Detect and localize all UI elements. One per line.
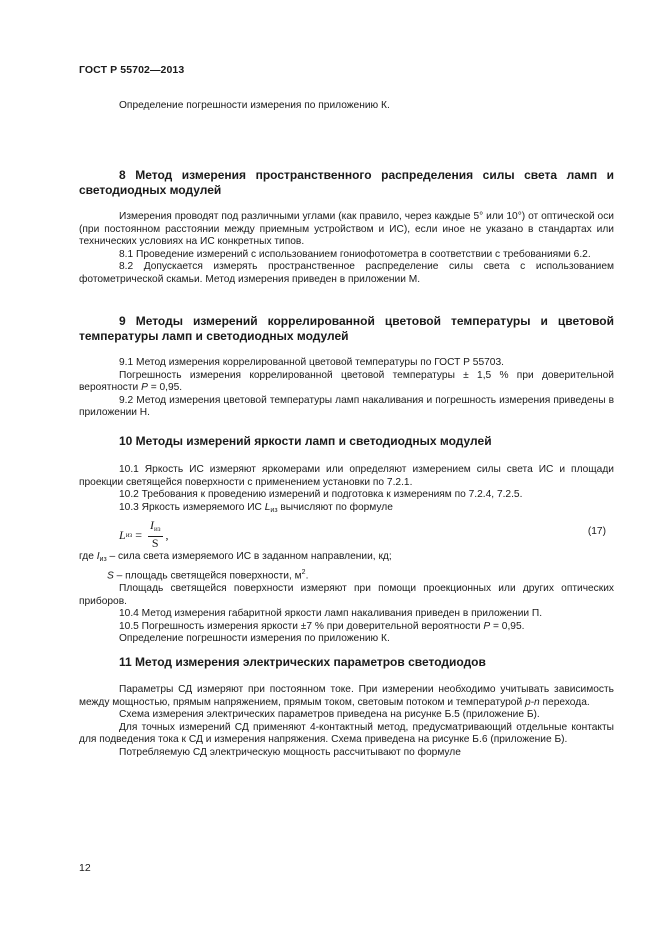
formula-fraction: $\frac{I_{из}}{S}$: [149, 518, 161, 551]
equation-number: (17): [587, 526, 606, 538]
section-9-title: 9 Методы измерений коррелированной цветовой температуры и цветовой температуры ламп и светодиодных модулей: [79, 314, 614, 343]
s11-paragraph-1: Параметры СД измеряют при постоянном токе. При измерении необходимо учитывать зависимость между мощностью, прямым напряжением, прямым током, световым потоком и температурой p-n перехода.: [79, 684, 614, 708]
formula-17: [79, 517, 614, 551]
section-10-body: [79, 464, 614, 646]
section-11-title: 11 Метод измерения электрических параметров светодиодов: [119, 655, 486, 669]
s8-paragraph-1: Измерения проводят под различными углами (как правило, через каждые 5° или 10°) от оптической оси (при постоянном расстоянии между приемным устройством и ИС), если иное не указано в стандартах или технических условиях на ИС конкретных типов.: [79, 211, 614, 248]
page-header: ГОСТ Р 55702—2013: [79, 64, 185, 76]
s11-paragraph-2: Схема измерения электрических параметров приведена на рисунке Б.5 (приложение Б).: [119, 709, 540, 721]
s8-paragraph-2: 8.1 Проведение измерений с использованием гониофотометра в соответствии с требованиями 6.2.: [119, 248, 591, 260]
s10-paragraph-4: Площадь светящейся поверхности измеряют при помощи проекционных или других оптических приборов.: [79, 582, 614, 607]
s9-paragraph-1: 9.1 Метод измерения коррелированной цветовой температуры по ГОСТ Р 55703.: [119, 357, 504, 368]
s10-paragraph-3: 10.3 Яркость измеряемого ИС $L_{из}$ вычисляют по формуле: [119, 501, 393, 514]
where-line: где $I_{из}$ – сила света измеряемого ИС в заданном направлении, кд;: [79, 551, 392, 564]
page-number: 12: [79, 862, 91, 874]
s10-paragraph-6: 10.5 Погрешность измерения яркости ±7 % при доверительной вероятности P = 0,95.: [119, 620, 525, 632]
intro-block: [79, 100, 614, 113]
s10-paragraph-2: 10.2 Требования к проведению измерений и подготовка к измерениям по 7.2.4, 7.2.5.: [119, 489, 523, 501]
section-8-body: [79, 211, 614, 287]
s10-paragraph-7: Определение погрешности измерения по приложению К.: [119, 633, 390, 645]
section-8-title: 8 Метод измерения пространственного распределения силы света ламп и светодиодных модулей: [79, 168, 614, 197]
luminance-formula: L из = $\frac{I_{из}}{S}$ ,: [119, 518, 169, 551]
s10-paragraph-1: 10.1 Яркость ИС измеряют яркомерами или определяют измерением силы света ИС и площади проекции светящейся поверхности с применением установки по 7.2.1.: [79, 464, 614, 488]
s-definition-line: S – площадь светящейся поверхности, $м^2$.: [107, 568, 309, 582]
section-9-body: [79, 357, 614, 420]
s9-paragraph-3: 9.2 Метод измерения цветовой температуры ламп накаливания и погрешность измерения приведены в приложении Н.: [79, 394, 614, 419]
intro-paragraph: Определение погрешности измерения по приложению К.: [119, 100, 390, 111]
s10-paragraph-5: 10.4 Метод измерения габаритной яркости ламп накаливания приведен в приложении П.: [119, 608, 543, 620]
s9-paragraph-2: Погрешность измерения коррелированной цветовой температуры ± 1,5 % при доверительной вероятности P = 0,95.: [79, 369, 614, 394]
s11-paragraph-4: Потребляемую СД электрическую мощность рассчитывают по формуле: [119, 746, 461, 758]
section-11-body: [79, 684, 614, 760]
section-10-title: 10 Методы измерений яркости ламп и светодиодных модулей: [119, 434, 492, 448]
s11-paragraph-3: Для точных измерений СД применяют 4-контактный метод, предусматривающий отдельные контакты для подведения тока к СД и измерения напряжения. Схема приведена на рисунке Б.6 (приложение Б).: [79, 721, 614, 746]
s8-paragraph-3: 8.2 Допускается измерять пространственное распределение силы света с использованием фотометрической скамьи. Метод измерения приведен в приложении М.: [79, 261, 614, 285]
